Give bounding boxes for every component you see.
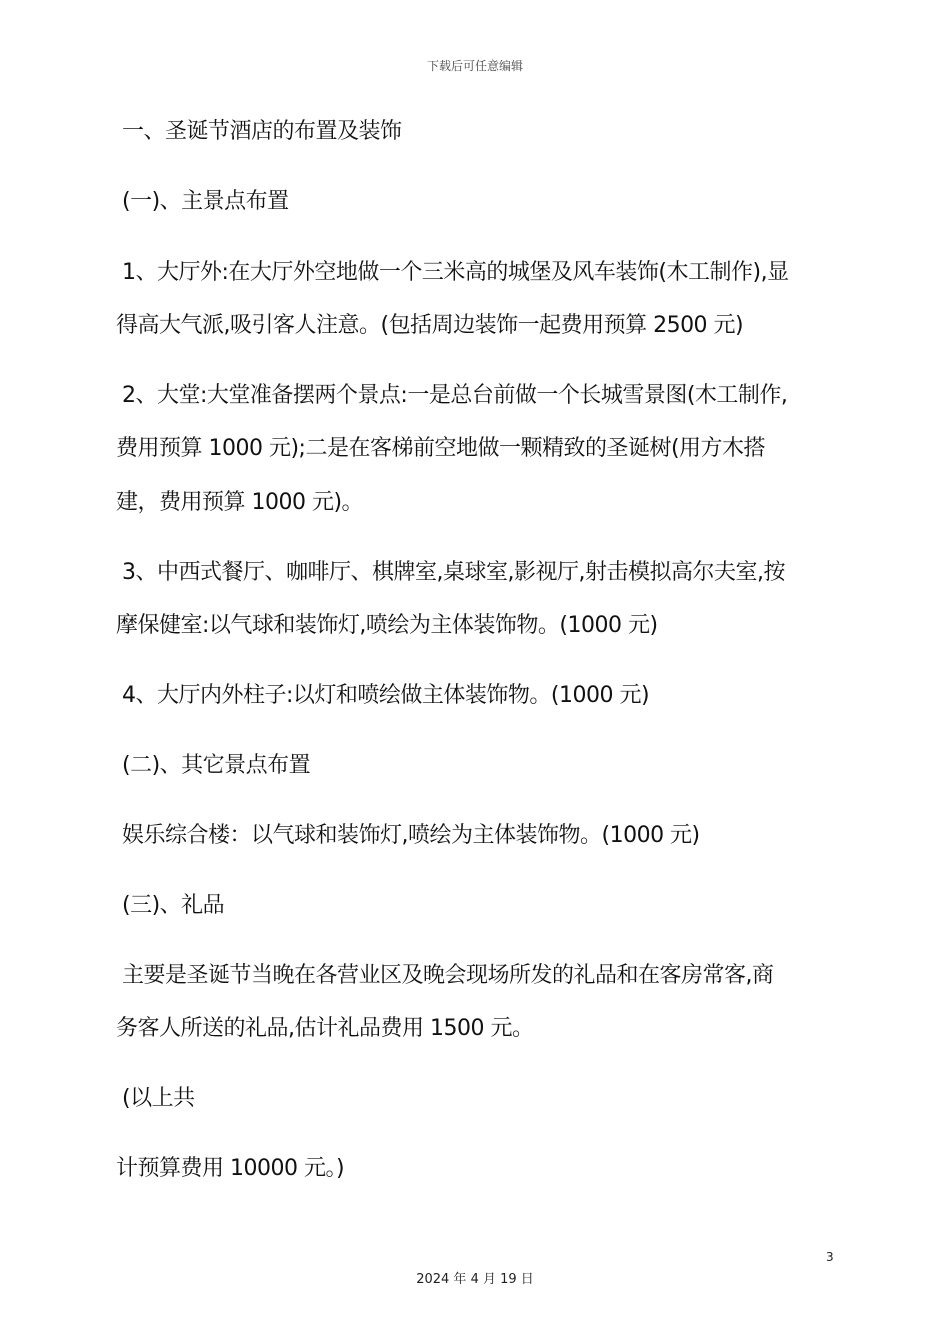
paragraph-line: 摩保健室:以气球和装饰灯,喷绘为主体装饰物。(1000 元) <box>116 613 658 638</box>
paragraph-line: 建，费用预算 1000 元)。 <box>116 490 364 515</box>
paragraph-line: 3、中西式餐厅、咖啡厅、棋牌室,桌球室,影视厅,射击模拟高尔夫室,按 <box>122 560 785 585</box>
paragraph-line: 计预算费用 10000 元。) <box>116 1156 345 1181</box>
paragraph-line: 2、大堂:大堂准备摆两个景点:一是总台前做一个长城雪景图(木工制作, <box>122 383 788 408</box>
paragraph-line: 费用预算 1000 元);二是在客梯前空地做一颗精致的圣诞树(用方木搭 <box>116 436 766 461</box>
paragraph-line: 得高大气派,吸引客人注意。(包括周边装饰一起费用预算 2500 元) <box>116 313 744 338</box>
section-heading: 一、圣诞节酒店的布置及装饰 <box>122 119 402 144</box>
subsection-heading-3: (三)、礼品 <box>122 893 225 918</box>
page-header: 下载后可任意编辑 <box>426 59 523 73</box>
page-footer-date: 2024 年 4 月 19 日 <box>416 1272 534 1287</box>
subsection-heading-1: (一)、主景点布置 <box>122 189 289 214</box>
page-number: 3 <box>826 1250 834 1264</box>
paragraph-line: (以上共 <box>122 1086 195 1111</box>
paragraph-line: 务客人所送的礼品,估计礼品费用 1500 元。 <box>116 1016 534 1041</box>
subsection-heading-2: (二)、其它景点布置 <box>122 753 311 778</box>
paragraph-line: 4、大厅内外柱子:以灯和喷绘做主体装饰物。(1000 元) <box>122 683 650 708</box>
paragraph-line: 娱乐综合楼：以气球和装饰灯,喷绘为主体装饰物。(1000 元) <box>122 823 700 848</box>
paragraph-line: 1、大厅外:在大厅外空地做一个三米高的城堡及风车装饰(木工制作),显 <box>122 260 789 285</box>
paragraph-line: 主要是圣诞节当晚在各营业区及晚会现场所发的礼品和在客房常客,商 <box>122 963 774 988</box>
